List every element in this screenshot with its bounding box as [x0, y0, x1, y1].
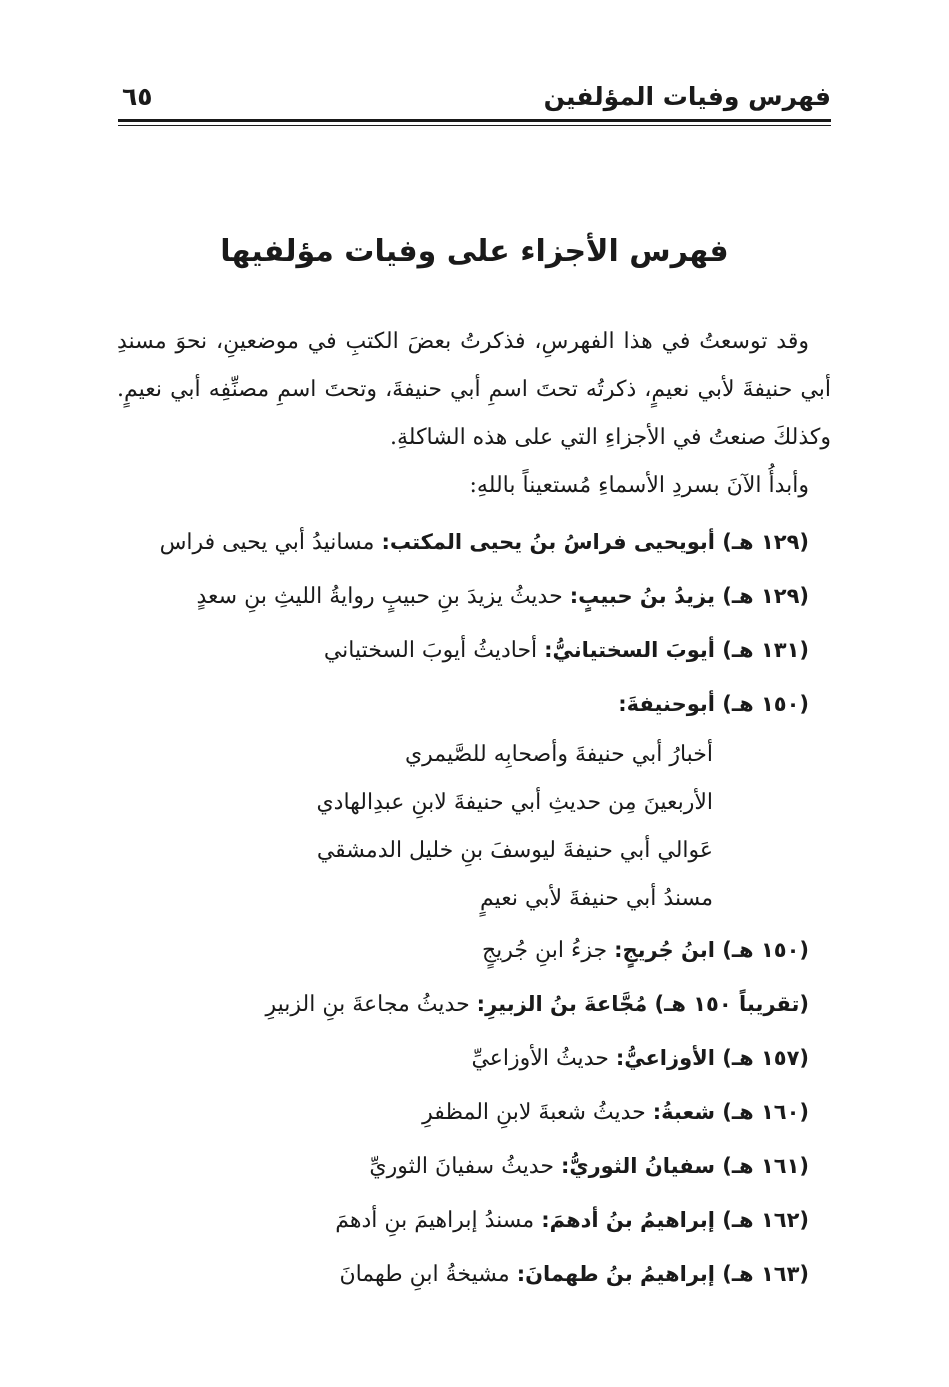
entry-author: (١٦٣ هـ) إبراهيمُ بنُ طهمانَ:: [516, 1262, 809, 1286]
entry-work: حديثُ مجاعةَ بنِ الزبيرِ: [265, 992, 477, 1017]
sub-list-item: أخبارُ أبي حنيفةَ وأصحابِه للصَّيمري: [404, 742, 713, 767]
list-item: [119, 1085, 809, 1139]
intro-paragraph: وقد توسعتُ في هذا الفهرسِ، فذكرتُ بعضَ الكتبِ في موضعينِ، نحوَ مسندِ أبي حنيفةَ لأبي نعيمٍ، ذكرتُه تحتَ اسمِ أبي حنيفةَ، وتحتَ اسمِ مصنِّفِه أبي نعيمٍ. وكذلكَ صنعتُ في الأجزاءِ التي على هذه الشاكلةِ.: [117, 329, 831, 450]
sub-list-item: عَوالي أبي حنيفةَ ليوسفَ بنِ خليل الدمشقي: [316, 838, 713, 863]
entry-author: (١٥٠ هـ) أبوحنيفةَ:: [618, 692, 809, 716]
entry-work: مسندُ إبراهيمَ بنِ أدهمَ: [335, 1208, 542, 1233]
running-header: [118, 78, 831, 122]
entry-author: (١٢٩ هـ) أبويحيى فراسُ بنُ يحيى المكتب:: [381, 530, 809, 554]
entry-author: (١٦٢ هـ) إبراهيمُ بنُ أدهمَ:: [541, 1208, 809, 1232]
list-item: [119, 623, 809, 677]
entry-work: حديثُ يزيدَ بنِ حبيبٍ روايةُ الليثِ بنِ سعدٍ: [196, 584, 570, 609]
sub-list-item: الأربعينَ مِن حديثِ أبي حنيفةَ لابنِ عبدِالهادي: [316, 790, 713, 815]
running-title: فهرس وفيات المؤلفين: [543, 82, 831, 111]
list-item: [119, 569, 809, 623]
list-item: [119, 977, 809, 1031]
list-item: [119, 1193, 809, 1247]
header-rule-thick: [118, 119, 831, 122]
entry-author: (١٣١ هـ) أيوبَ السختيانيُّ:: [544, 638, 809, 662]
entry-work: مسانيدُ أبي يحيى فراس: [159, 530, 382, 555]
entries-list: [119, 515, 809, 1301]
sub-list-item: مسندُ أبي حنيفةَ لأبي نعيمٍ: [480, 886, 713, 911]
entry-work: أحاديثُ أيوبَ السختياني: [323, 638, 545, 663]
entry-author: (١٥٠ هـ) ابنُ جُريجٍ:: [614, 938, 809, 962]
list-item: [119, 1247, 809, 1301]
entry-author: (١٥٧ هـ) الأوزاعيُّ:: [615, 1046, 809, 1070]
list-item: [119, 515, 809, 569]
entry-author: (١٦١ هـ) سفيانُ الثوريُّ:: [560, 1154, 809, 1178]
list-item: [119, 1031, 809, 1085]
list-item: [119, 923, 809, 977]
entry-work: مشيخةُ ابنِ طهمانَ: [339, 1262, 517, 1287]
page-number: ٦٥: [122, 82, 153, 111]
entry-author: (تقريباً ١٥٠ هـ) مُجَّاعةَ بنُ الزبيرِ:: [476, 992, 809, 1016]
list-item: [119, 677, 809, 731]
list-item: [119, 1139, 809, 1193]
entry-author: (١٢٩ هـ) يزيدُ بنُ حبيبٍ:: [569, 584, 809, 608]
entry-author: (١٦٠ هـ) شعبةُ:: [652, 1100, 809, 1124]
entry-work: حديثُ الأوزاعيِّ: [471, 1046, 616, 1071]
header-rule-thin: [118, 125, 831, 126]
entry-work: جزءُ ابنِ جُريجٍ: [481, 938, 615, 963]
section-heading: فهرس الأجزاء على وفيات مؤلفيها: [220, 234, 729, 269]
entry-work: حديثُ سفيانَ الثوريِّ: [369, 1154, 561, 1179]
entry-work: حديثُ شعبةَ لابنِ المظفرِ: [422, 1100, 653, 1125]
opening-line: وأبدأُ الآنَ بسردِ الأسماءِ مُستعيناً باللهِ:: [469, 473, 809, 498]
